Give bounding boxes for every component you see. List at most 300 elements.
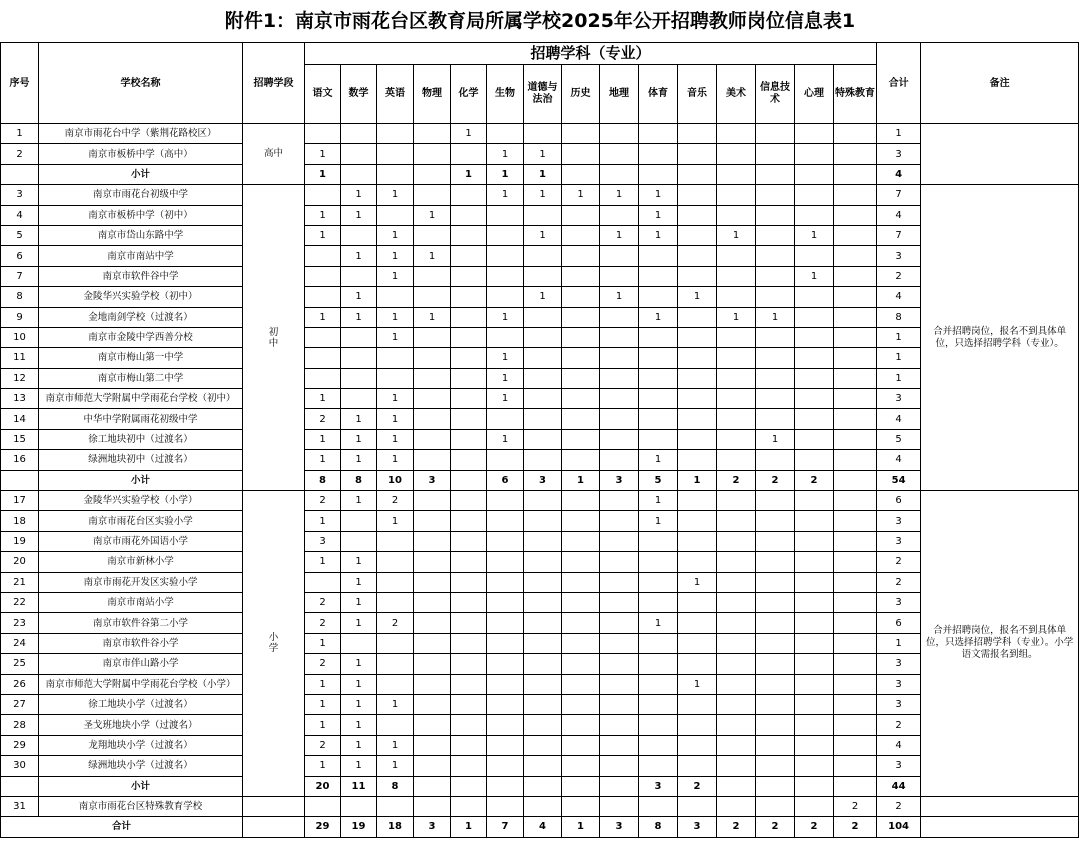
school-name: 南京市雨花台区特殊教育学校 [39, 796, 243, 816]
table-row [1, 205, 1079, 225]
count-cell [756, 511, 795, 531]
count-cell [377, 552, 414, 572]
count-cell: 2 [717, 817, 756, 837]
count-cell [678, 511, 717, 531]
count-cell [795, 124, 834, 144]
count-cell [717, 694, 756, 714]
count-cell: 1 [305, 511, 341, 531]
count-cell [487, 246, 524, 266]
count-cell [756, 674, 795, 694]
count-cell: 1 [639, 491, 678, 511]
count-cell [717, 491, 756, 511]
count-cell [487, 735, 524, 755]
header-subject: 物理 [414, 65, 451, 124]
row-seq: 15 [1, 429, 39, 449]
row-seq: 1 [1, 124, 39, 144]
school-name: 南京市南站中学 [39, 246, 243, 266]
count-cell [451, 368, 487, 388]
count-cell: 2 [305, 735, 341, 755]
count-cell [795, 572, 834, 592]
count-cell [600, 246, 639, 266]
count-cell [717, 450, 756, 470]
count-cell [524, 491, 562, 511]
row-seq: 10 [1, 327, 39, 347]
school-name: 南京市岱山东路中学 [39, 225, 243, 245]
school-name: 南京市雨花外国语小学 [39, 531, 243, 551]
count-cell [451, 674, 487, 694]
count-cell [678, 654, 717, 674]
count-cell [639, 368, 678, 388]
count-cell [756, 409, 795, 429]
count-cell [524, 796, 562, 816]
count-cell [795, 674, 834, 694]
school-name: 徐工地块初中（过渡名） [39, 429, 243, 449]
count-cell [377, 592, 414, 612]
count-cell [834, 205, 877, 225]
count-cell: 1 [678, 674, 717, 694]
count-cell [834, 715, 877, 735]
count-cell [834, 613, 877, 633]
table-row [1, 654, 1079, 674]
count-cell: 1 [451, 164, 487, 184]
row-total: 7 [877, 185, 921, 205]
count-cell: 1 [377, 185, 414, 205]
count-cell [600, 205, 639, 225]
row-seq: 26 [1, 674, 39, 694]
count-cell [834, 491, 877, 511]
count-cell [451, 307, 487, 327]
count-cell: 1 [305, 205, 341, 225]
school-name: 南京市软件谷中学 [39, 266, 243, 286]
count-cell [562, 287, 600, 307]
table-row [1, 185, 1079, 205]
count-cell: 1 [341, 450, 377, 470]
count-cell: 3 [678, 817, 717, 837]
count-cell [451, 144, 487, 164]
count-cell [795, 185, 834, 205]
count-cell [341, 531, 377, 551]
count-cell: 2 [795, 817, 834, 837]
subtotal-row [1, 164, 1079, 184]
count-cell [795, 613, 834, 633]
count-cell [639, 429, 678, 449]
school-name: 南京市师范大学附属中学雨花台学校（小学） [39, 674, 243, 694]
count-cell [834, 776, 877, 796]
count-cell [639, 144, 678, 164]
count-cell: 1 [305, 450, 341, 470]
count-cell [834, 633, 877, 653]
count-cell [377, 715, 414, 735]
count-cell: 5 [639, 470, 678, 490]
header-subject: 道德与法治 [524, 65, 562, 124]
count-cell: 1 [639, 185, 678, 205]
count-cell [834, 470, 877, 490]
count-cell [834, 327, 877, 347]
header-subject: 体育 [639, 65, 678, 124]
count-cell [562, 694, 600, 714]
count-cell [756, 327, 795, 347]
table-row [1, 715, 1079, 735]
count-cell [600, 409, 639, 429]
table-row [1, 409, 1079, 429]
header-subject: 信息技术 [756, 65, 795, 124]
table-row [1, 613, 1079, 633]
count-cell [756, 348, 795, 368]
count-cell [377, 205, 414, 225]
count-cell: 1 [341, 205, 377, 225]
subtotal-label: 小计 [39, 164, 243, 184]
count-cell [834, 756, 877, 776]
count-cell [524, 348, 562, 368]
count-cell [524, 266, 562, 286]
school-name: 金陵华兴实验学校（小学） [39, 491, 243, 511]
count-cell [524, 572, 562, 592]
table-row [1, 144, 1079, 164]
table-row [1, 429, 1079, 449]
count-cell: 1 [377, 735, 414, 755]
remarks-cell [921, 817, 1079, 837]
count-cell [451, 348, 487, 368]
count-cell: 2 [834, 796, 877, 816]
count-cell [639, 327, 678, 347]
row-total: 3 [877, 654, 921, 674]
row-seq: 13 [1, 389, 39, 409]
count-cell [717, 205, 756, 225]
count-cell: 1 [341, 491, 377, 511]
count-cell [451, 735, 487, 755]
count-cell [524, 552, 562, 572]
count-cell [562, 327, 600, 347]
count-cell [795, 776, 834, 796]
count-cell [414, 756, 451, 776]
table-row [1, 307, 1079, 327]
count-cell [451, 327, 487, 347]
count-cell: 3 [600, 817, 639, 837]
count-cell [305, 124, 341, 144]
count-cell [678, 246, 717, 266]
count-cell [487, 694, 524, 714]
count-cell: 1 [639, 613, 678, 633]
count-cell [377, 633, 414, 653]
count-cell: 3 [524, 470, 562, 490]
count-cell [639, 654, 678, 674]
row-total: 4 [877, 205, 921, 225]
count-cell: 2 [756, 470, 795, 490]
count-cell [795, 531, 834, 551]
count-cell: 1 [639, 450, 678, 470]
count-cell [795, 592, 834, 612]
count-cell [414, 164, 451, 184]
count-cell [487, 511, 524, 531]
count-cell [639, 124, 678, 144]
count-cell [451, 491, 487, 511]
count-cell [756, 552, 795, 572]
count-cell [639, 572, 678, 592]
count-cell: 1 [600, 185, 639, 205]
count-cell: 1 [524, 287, 562, 307]
count-cell: 1 [487, 307, 524, 327]
table-row [1, 796, 1079, 816]
page-title: 附件1：南京市雨花台区教育局所属学校2025年公开招聘教师岗位信息表1 [224, 10, 856, 32]
count-cell [562, 124, 600, 144]
count-cell [678, 592, 717, 612]
count-cell [795, 654, 834, 674]
count-cell [834, 225, 877, 245]
count-cell: 3 [639, 776, 678, 796]
school-name: 南京市软件谷小学 [39, 633, 243, 653]
count-cell: 2 [305, 491, 341, 511]
row-total: 1 [877, 327, 921, 347]
count-cell [414, 389, 451, 409]
header-subject: 生物 [487, 65, 524, 124]
count-cell [305, 796, 341, 816]
count-cell [414, 409, 451, 429]
count-cell [834, 144, 877, 164]
school-name: 徐工地块小学（过渡名） [39, 694, 243, 714]
table-row [1, 348, 1079, 368]
count-cell [717, 185, 756, 205]
count-cell [639, 674, 678, 694]
remarks-cell [921, 124, 1079, 185]
count-cell [678, 225, 717, 245]
count-cell: 2 [377, 613, 414, 633]
count-cell [795, 694, 834, 714]
count-cell: 1 [487, 348, 524, 368]
table-row [1, 674, 1079, 694]
count-cell [562, 225, 600, 245]
count-cell [756, 654, 795, 674]
header-subject: 美术 [717, 65, 756, 124]
count-cell [377, 368, 414, 388]
count-cell [414, 776, 451, 796]
count-cell [834, 572, 877, 592]
count-cell: 1 [341, 287, 377, 307]
count-cell [717, 409, 756, 429]
count-cell [524, 327, 562, 347]
stage-cell [243, 796, 305, 816]
count-cell [341, 389, 377, 409]
count-cell [795, 409, 834, 429]
row-total: 3 [877, 511, 921, 531]
count-cell [717, 674, 756, 694]
table-row [1, 511, 1079, 531]
school-name: 圣戈班地块小学（过渡名） [39, 715, 243, 735]
count-cell: 1 [524, 144, 562, 164]
count-cell: 8 [305, 470, 341, 490]
count-cell [600, 756, 639, 776]
count-cell [795, 796, 834, 816]
count-cell [451, 715, 487, 735]
count-cell [756, 715, 795, 735]
count-cell [414, 674, 451, 694]
row-seq: 12 [1, 368, 39, 388]
count-cell [600, 715, 639, 735]
count-cell [639, 715, 678, 735]
count-cell [414, 796, 451, 816]
count-cell [756, 185, 795, 205]
count-cell [414, 491, 451, 511]
count-cell [524, 674, 562, 694]
count-cell: 1 [414, 205, 451, 225]
count-cell [717, 633, 756, 653]
count-cell: 1 [341, 307, 377, 327]
count-cell [414, 511, 451, 531]
count-cell [600, 368, 639, 388]
count-cell [414, 368, 451, 388]
count-cell [600, 327, 639, 347]
count-cell: 10 [377, 470, 414, 490]
count-cell [451, 694, 487, 714]
count-cell: 1 [377, 511, 414, 531]
row-total: 44 [877, 776, 921, 796]
count-cell [834, 450, 877, 470]
count-cell [834, 124, 877, 144]
count-cell: 1 [717, 307, 756, 327]
count-cell: 1 [756, 307, 795, 327]
count-cell [562, 654, 600, 674]
count-cell [562, 389, 600, 409]
count-cell [717, 531, 756, 551]
count-cell [562, 674, 600, 694]
count-cell [524, 246, 562, 266]
count-cell [562, 307, 600, 327]
count-cell: 1 [562, 470, 600, 490]
count-cell [524, 715, 562, 735]
count-cell [834, 735, 877, 755]
count-cell [756, 633, 795, 653]
count-cell [717, 552, 756, 572]
count-cell [414, 266, 451, 286]
count-cell: 1 [305, 225, 341, 245]
count-cell: 20 [305, 776, 341, 796]
recruitment-table [0, 42, 1079, 838]
count-cell [678, 205, 717, 225]
school-name: 龙翔地块小学（过渡名） [39, 735, 243, 755]
count-cell: 1 [305, 307, 341, 327]
count-cell: 8 [377, 776, 414, 796]
row-seq: 7 [1, 266, 39, 286]
count-cell [562, 776, 600, 796]
count-cell [678, 368, 717, 388]
count-cell [377, 348, 414, 368]
count-cell [451, 592, 487, 612]
count-cell: 2 [678, 776, 717, 796]
count-cell [717, 266, 756, 286]
count-cell [717, 756, 756, 776]
count-cell [717, 735, 756, 755]
count-cell [451, 796, 487, 816]
count-cell [678, 531, 717, 551]
count-cell [451, 185, 487, 205]
row-seq: 22 [1, 592, 39, 612]
school-name: 南京市梅山第二中学 [39, 368, 243, 388]
row-seq: 20 [1, 552, 39, 572]
row-seq: 19 [1, 531, 39, 551]
count-cell [834, 694, 877, 714]
row-total: 5 [877, 429, 921, 449]
count-cell [756, 225, 795, 245]
count-cell [524, 429, 562, 449]
count-cell [600, 776, 639, 796]
count-cell [414, 429, 451, 449]
header-subject: 音乐 [678, 65, 717, 124]
count-cell: 1 [341, 674, 377, 694]
count-cell [795, 491, 834, 511]
count-cell: 1 [678, 287, 717, 307]
count-cell: 1 [524, 225, 562, 245]
count-cell [678, 756, 717, 776]
table-row [1, 327, 1079, 347]
count-cell: 1 [305, 144, 341, 164]
count-cell [600, 613, 639, 633]
row-seq: 4 [1, 205, 39, 225]
row-seq: 8 [1, 287, 39, 307]
count-cell [756, 796, 795, 816]
count-cell [756, 368, 795, 388]
count-cell [756, 694, 795, 714]
count-cell: 8 [341, 470, 377, 490]
count-cell [487, 572, 524, 592]
school-name: 金陵华兴实验学校（初中） [39, 287, 243, 307]
count-cell [600, 266, 639, 286]
count-cell [756, 450, 795, 470]
count-cell [678, 796, 717, 816]
count-cell [305, 368, 341, 388]
count-cell [756, 246, 795, 266]
count-cell: 1 [487, 429, 524, 449]
count-cell [756, 205, 795, 225]
count-cell [414, 613, 451, 633]
header-remarks: 备注 [921, 43, 1079, 124]
count-cell [451, 246, 487, 266]
count-cell [678, 164, 717, 184]
count-cell: 1 [377, 389, 414, 409]
count-cell [524, 368, 562, 388]
count-cell [600, 491, 639, 511]
count-cell [600, 450, 639, 470]
header-seq: 序号 [1, 43, 39, 124]
count-cell: 3 [414, 817, 451, 837]
count-cell: 1 [305, 633, 341, 653]
count-cell: 1 [795, 266, 834, 286]
count-cell [756, 756, 795, 776]
count-cell [524, 613, 562, 633]
count-cell [524, 307, 562, 327]
row-total: 2 [877, 715, 921, 735]
count-cell [562, 144, 600, 164]
count-cell: 1 [487, 144, 524, 164]
count-cell [756, 491, 795, 511]
count-cell [487, 715, 524, 735]
count-cell [414, 327, 451, 347]
count-cell [756, 164, 795, 184]
count-cell: 3 [600, 470, 639, 490]
count-cell [756, 266, 795, 286]
count-cell: 1 [377, 694, 414, 714]
count-cell [678, 715, 717, 735]
count-cell [639, 389, 678, 409]
count-cell: 1 [305, 389, 341, 409]
count-cell [717, 511, 756, 531]
count-cell [678, 185, 717, 205]
count-cell: 1 [305, 164, 341, 184]
count-cell [678, 307, 717, 327]
count-cell [487, 450, 524, 470]
count-cell [717, 368, 756, 388]
subtotal-row [1, 470, 1079, 490]
row-seq: 2 [1, 144, 39, 164]
count-cell [834, 409, 877, 429]
